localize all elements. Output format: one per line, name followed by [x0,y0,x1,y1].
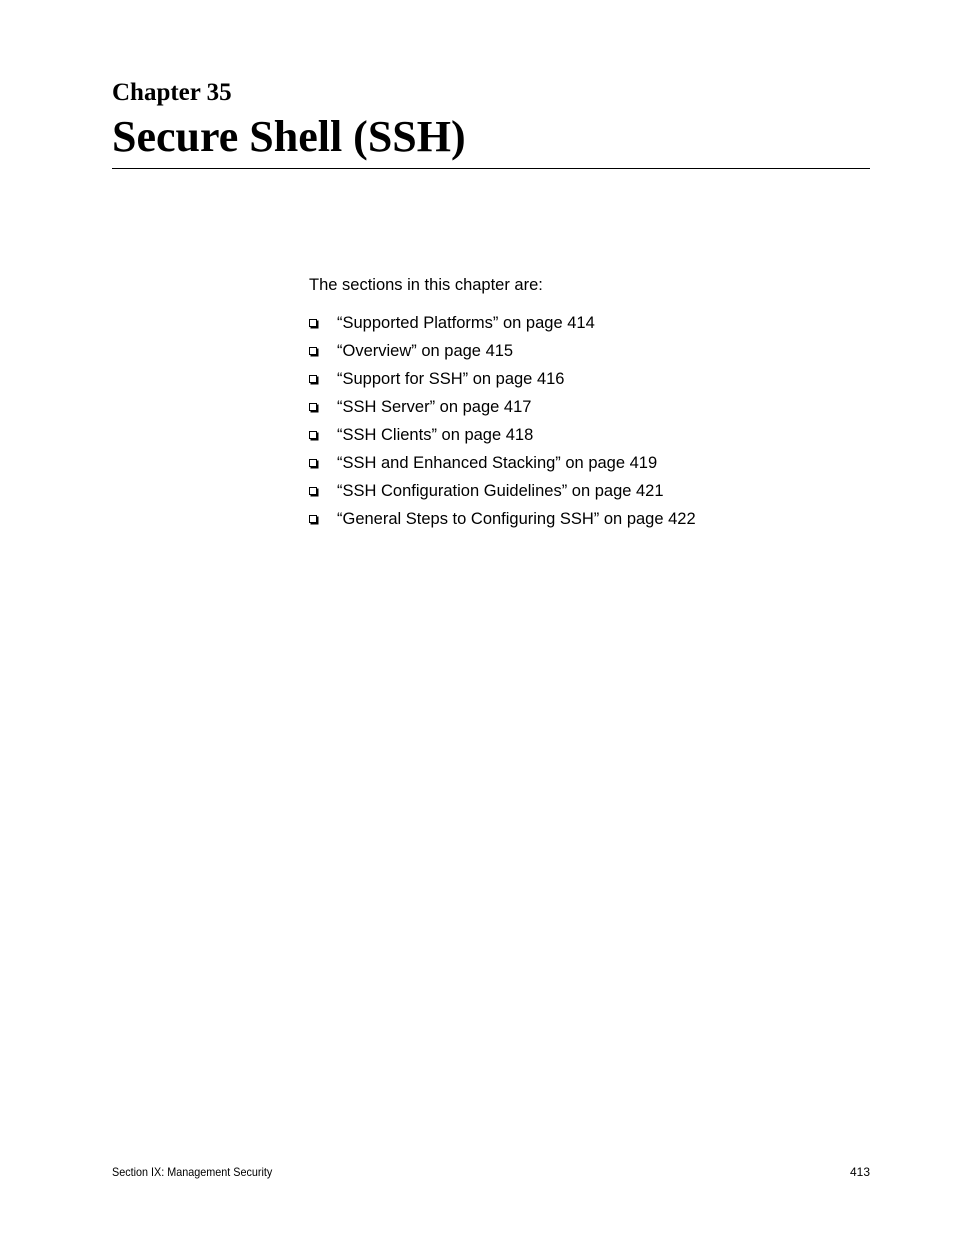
section-link[interactable]: “SSH and Enhanced Stacking” on page 419 [337,454,658,472]
list-item[interactable] [309,425,696,453]
list-item[interactable] [309,509,696,537]
page-title: Secure Shell (SSH) [112,112,466,161]
section-link[interactable]: “SSH Configuration Guidelines” on page 421 [337,482,664,500]
hollow-square-icon [309,375,317,383]
title-divider [112,168,870,169]
list-item[interactable] [309,481,696,509]
intro-text: The sections in this chapter are: [309,276,543,294]
section-link[interactable]: “SSH Server” on page 417 [337,398,532,416]
section-link[interactable]: “Support for SSH” on page 416 [337,370,565,388]
hollow-square-icon [309,487,317,495]
hollow-square-icon [309,403,317,411]
hollow-square-icon [309,515,317,523]
list-item[interactable] [309,313,696,341]
section-link[interactable]: “SSH Clients” on page 418 [337,426,534,444]
list-item[interactable] [309,341,696,369]
hollow-square-icon [309,319,317,327]
footer-section-name: Section IX: Management Security [112,1165,273,1179]
chapter-label: Chapter 35 [112,79,232,106]
hollow-square-icon [309,347,317,355]
footer-page-number: 413 [849,1165,870,1179]
list-item[interactable] [309,369,696,397]
section-list [309,313,696,537]
hollow-square-icon [309,431,317,439]
section-link[interactable]: “General Steps to Configuring SSH” on page 422 [337,510,696,528]
hollow-square-icon [309,459,317,467]
section-link[interactable]: “Supported Platforms” on page 414 [337,314,595,332]
list-item[interactable] [309,453,696,481]
list-item[interactable] [309,397,696,425]
section-link[interactable]: “Overview” on page 415 [337,342,514,360]
